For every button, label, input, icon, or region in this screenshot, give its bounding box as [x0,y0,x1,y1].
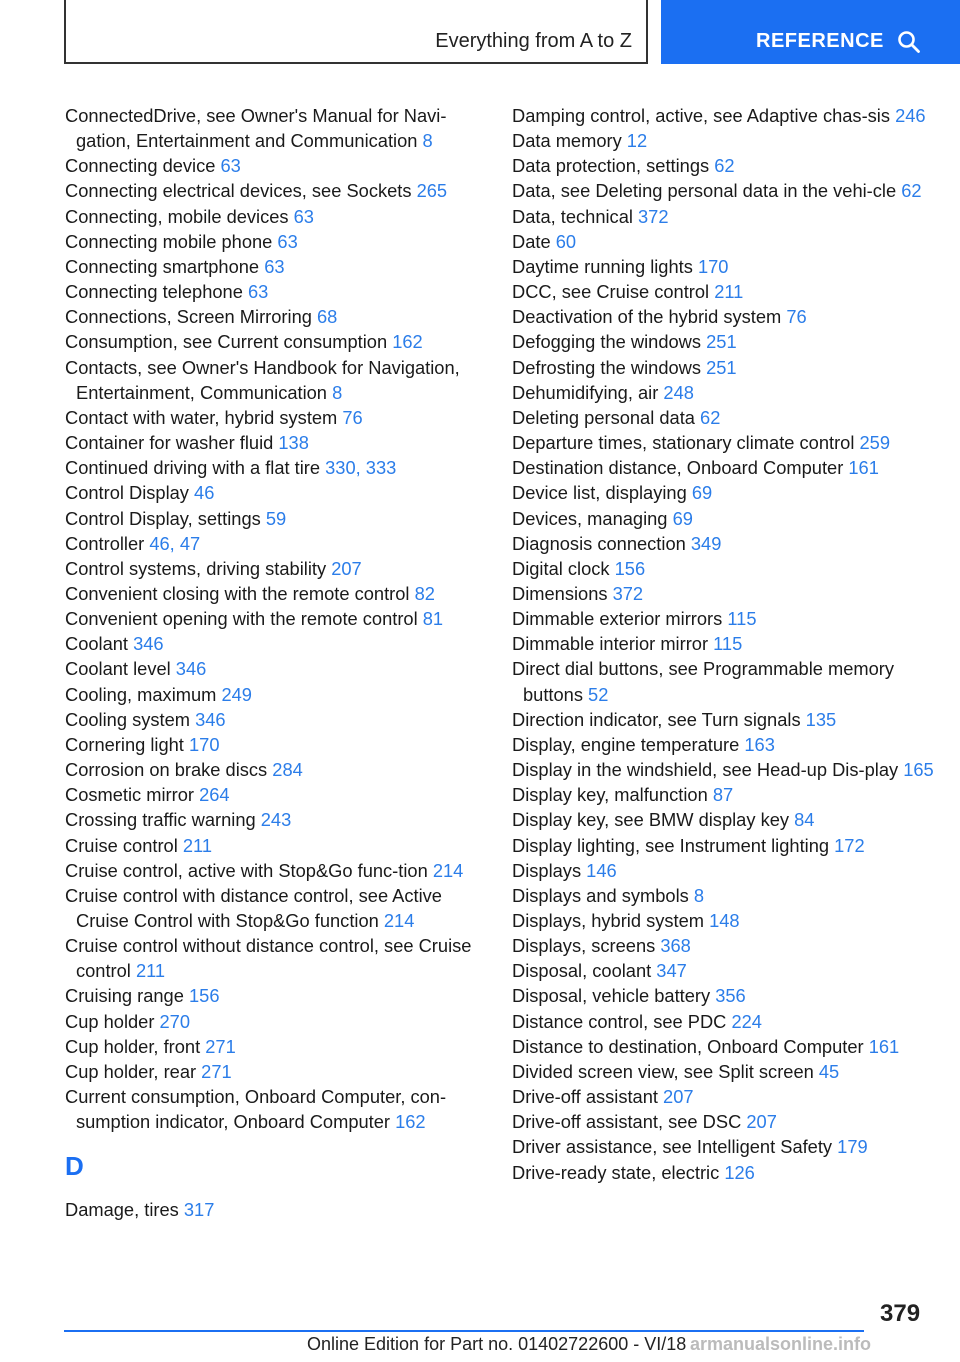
index-entry [65,606,495,631]
index-entry [512,355,942,380]
index-entry [512,1009,942,1034]
index-entry-page-link[interactable]: 8 [693,884,705,906]
index-entry [65,455,495,480]
section-letter: D [65,1151,84,1182]
index-entry [65,782,495,807]
index-entry-text: Control Display, settings [65,507,266,529]
index-entry [65,732,495,757]
index-entry [65,858,495,883]
index-entry-text: Disposal, vehicle battery [512,985,716,1007]
index-entry-page-link[interactable]: 271 [205,1035,236,1057]
index-entry-page-link[interactable]: 69 [672,507,693,529]
index-entry-page-link[interactable]: 45 [818,1060,840,1082]
index-entry-page-link[interactable]: 346 [175,658,207,680]
index-entry-page-link[interactable]: 69 [691,482,713,504]
index-entry-page-link[interactable]: 8 [422,130,433,152]
index-entry-page-link[interactable]: 62 [700,406,721,428]
index-entry [65,757,495,782]
index-entry-page-link[interactable]: 211 [182,834,213,856]
index-entry [512,1084,942,1109]
index-entry [512,933,942,958]
index-entry [512,807,942,832]
index-entry [65,983,495,1008]
index-entry [512,455,942,480]
index-entry-page-link[interactable]: 172 [834,834,865,856]
index-entry-page-link[interactable]: 68 [316,306,338,328]
index-entry [512,883,942,908]
index-entry-text: Cruise control, active with Stop&Go func-tion [65,859,433,881]
index-entry [65,807,495,832]
index-entry-text: Disposal, coolant [512,960,657,982]
index-entry [65,833,495,858]
index-entry-text: Cruise control without distance control, see Cruise control [65,935,472,982]
index-entry-text: Cup holder [65,1010,160,1032]
index-entry [512,1059,942,1084]
index-entry-text: Displays, hybrid system [512,910,710,931]
index-entry-page-link[interactable]: 270 [159,1010,191,1032]
index-entry-page-link[interactable]: 63 [220,155,241,177]
index-entry-text: Convenient closing with the remote control [65,582,415,604]
index-entry-text: Connections, Screen Mirroring [65,306,317,328]
index-entry [512,103,942,128]
index-list-left [65,103,495,1134]
index-entry-page-link[interactable]: 115 [727,608,757,630]
index-entry-page-link[interactable]: 156 [614,557,646,579]
index-entry [512,958,942,983]
index-entry [512,1134,942,1159]
index-entry-page-link[interactable]: 246 [895,105,926,126]
header-title-box [64,0,648,64]
index-entry-page-link[interactable]: 62 [714,155,735,177]
index-entry [512,430,942,455]
index-entry-text: ConnectedDrive, see Owner's Manual for Navi-gation, Entertainment and Communication [65,105,447,152]
index-entry [512,707,942,732]
index-entry-text: Cooling system [65,708,196,730]
index-entry-text: Dimmable interior mirror [512,633,714,655]
index-entry-text: Data, technical [512,205,639,227]
index-entry-text: Damping control, active, see Adaptive chas-sis [512,105,896,126]
index-entry-text: Continued driving with a flat tire [65,457,326,479]
index-entry-text: Controller [65,532,150,554]
index-entry-text: Cruise control with distance control, see Active Cruise Control with Stop&Go function [65,884,442,931]
index-entry-page-link[interactable]: 224 [731,1010,762,1032]
index-entry [65,531,495,556]
index-entry-text: Control systems, driving stability [65,557,332,579]
header-section-label: REFERENCE [756,30,884,52]
index-entry [65,631,495,656]
index-entry-page-link[interactable]: 346 [133,633,164,655]
index-entry [65,933,495,983]
index-entry-page-link[interactable]: 12 [626,130,648,152]
index-entry [65,581,495,606]
index-entry-text: Connecting mobile phone [65,230,278,252]
index-entry [512,279,942,304]
index-entry-text: Cosmetic mirror [65,784,200,806]
index-entry-page-link[interactable]: 81 [422,608,444,630]
index-entry-text: Coolant level [65,658,176,680]
index-entry [512,480,942,505]
index-entry-page-link[interactable]: 317 [183,1199,215,1221]
index-entry-page-link[interactable]: 211 [714,281,744,303]
index-entry-text: Device list, displaying [512,482,692,504]
index-entry [512,732,942,757]
index-entry [512,833,942,858]
index-entry-text: Devices, managing [512,507,673,529]
index-entry-page-link[interactable]: 372 [638,205,669,227]
index-entry-page-link[interactable]: 251 [706,331,737,353]
index-entry-text: Display key, malfunction [512,784,713,806]
index-entry-text: Display lighting, see Instrument lighting [512,834,835,856]
index-entry-page-link[interactable]: 138 [278,432,309,454]
index-entry-text: Convenient opening with the remote control [65,608,423,630]
index-entry [65,1059,495,1084]
index-entry-page-link[interactable]: 243 [260,809,292,831]
index-entry [65,556,495,581]
index-entry [512,128,942,153]
index-entry-page-link[interactable]: 76 [342,406,363,428]
index-entry [512,983,942,1008]
index-entry-text: Corrosion on brake discs [65,759,273,781]
index-entry-text: Dehumidifying, air [512,381,664,403]
footer-divider [64,1330,864,1332]
page-number: 379 [880,1300,921,1327]
index-entry-page-link[interactable]: 163 [744,733,775,755]
index-entry-text: Connecting, mobile devices [65,205,294,227]
index-entry-text: Displays [512,859,587,881]
index-entry [512,531,942,556]
index-entry-page-link[interactable]: 207 [746,1111,777,1133]
index-entry-page-link[interactable]: 52 [588,683,609,705]
index-entry [65,1084,495,1134]
index-entry-page-link[interactable]: 170 [188,733,220,755]
index-entry [512,908,942,933]
index-entry [512,782,942,807]
index-entry-page-link[interactable]: 372 [612,582,644,604]
index-entry-page-link[interactable]: 179 [837,1136,868,1158]
index-entry-page-link[interactable]: 251 [706,356,737,378]
index-entry-text: Connecting telephone [65,281,248,303]
index-entry [65,682,495,707]
index-entry-text: Dimensions [512,582,613,604]
index-entry-page-link[interactable]: 82 [414,582,435,604]
index-entry-page-link[interactable]: 330, 333 [325,457,397,479]
index-entry [512,304,942,329]
index-entry-text: Display, engine temperature [512,733,745,755]
index-entry-text: Digital clock [512,557,615,579]
index-entry-page-link[interactable]: 59 [265,507,287,529]
index-entry-text: Diagnosis connection [512,532,691,554]
index-entry-page-link[interactable]: 346 [195,708,226,730]
index-entry-page-link[interactable]: 271 [201,1060,232,1082]
index-entry-page-link[interactable]: 161 [868,1035,900,1057]
index-entry-page-link[interactable]: 170 [697,255,729,277]
index-entry-page-link[interactable]: 62 [901,180,922,202]
header-title: Everything from A to Z [435,30,632,52]
index-entry-page-link[interactable]: 63 [264,255,285,277]
index-entry-text: Daytime running lights [512,255,698,277]
index-entry-text: Displays and symbols [512,884,694,906]
index-entry-page-link[interactable]: 63 [247,281,269,303]
index-entry-text: Drive-ready state, electric [512,1161,725,1183]
index-entry-page-link[interactable]: 249 [221,683,252,705]
index-entry-text: Date [512,230,556,252]
index-entry-page-link[interactable]: 349 [690,532,722,554]
index-entry-page-link[interactable]: 84 [794,809,815,831]
index-entry-text: Data memory [512,130,627,152]
index-entry-page-link[interactable]: 214 [383,910,415,931]
index-entry [65,707,495,732]
index-entry [512,229,942,254]
index-entry [512,1034,942,1059]
index-entry-page-link[interactable]: 207 [663,1086,694,1108]
header-section-tab[interactable] [661,0,960,64]
index-entry-page-link[interactable]: 46, 47 [149,532,201,554]
index-entry-page-link[interactable]: 162 [392,331,423,353]
index-entry-page-link[interactable]: 356 [715,985,746,1007]
index-entry [65,506,495,531]
search-icon[interactable] [897,30,921,59]
index-entry-page-link[interactable]: 148 [709,910,740,931]
footer-watermark: armanualsonline.info [690,1334,872,1354]
index-entry-text: Data protection, settings [512,155,715,177]
index-entry-page-link[interactable]: 259 [859,432,890,454]
index-entry [65,204,495,229]
index-entry-text: Cup holder, front [65,1035,206,1057]
index-entry [512,656,942,706]
index-entry-text: Dimmable exterior mirrors [512,608,728,630]
index-entry-text: Coolant [65,633,134,655]
index-entry-page-link[interactable]: 46 [194,482,215,504]
index-entry-text: Drive-off assistant, see DSC [512,1111,747,1133]
index-entry-text: Consumption, see Current consumption [65,331,393,353]
index-entry-text: Distance control, see PDC [512,1010,732,1032]
index-entry [512,405,942,430]
index-entry-text: Cornering light [65,733,189,755]
index-entry [65,430,495,455]
index-entry-page-link[interactable]: 135 [805,708,837,730]
index-list-right [512,103,942,1185]
index-entry [512,757,942,782]
index-entry [512,1160,942,1185]
index-entry-text: Contacts, see Owner's Handbook for Navigation, Entertainment, Communication [65,356,460,403]
index-entry-text: Direct dial buttons, see Programmable memory buttons [512,658,895,705]
index-entry-text: DCC, see Cruise control [512,281,715,303]
index-entry-page-link[interactable]: 207 [331,557,362,579]
index-entry-text: Connecting smartphone [65,255,265,277]
index-entry [512,380,942,405]
index-entry [65,103,495,153]
index-entry [512,858,942,883]
index-entry [512,506,942,531]
index-entry-text: Departure times, stationary climate control [512,432,860,454]
index-entry-page-link[interactable]: 368 [660,935,691,957]
index-entry [65,480,495,505]
index-entry-page-link[interactable]: 76 [786,306,807,328]
index-entry-page-link[interactable]: 63 [277,230,298,252]
index-entry [65,405,495,430]
index-entry-text: Display key, see BMW display key [512,809,795,831]
index-entry-page-link[interactable]: 126 [724,1161,755,1183]
index-entry-text: Destination distance, Onboard Computer [512,457,849,479]
index-entry [512,153,942,178]
index-entry-page-link[interactable]: 264 [199,784,230,806]
index-entry-text: Cooling, maximum [65,683,222,705]
index-entry [65,329,495,354]
index-entry-text: Deleting personal data [512,406,701,428]
index-entry-text: Cruising range [65,985,189,1007]
index-entry-text: Divided screen view, see Split screen [512,1060,819,1082]
index-entry-page-link[interactable]: 265 [416,180,448,202]
index-entry-text: Deactivation of the hybrid system [512,306,787,328]
index-entry-page-link[interactable]: 115 [713,633,743,655]
index-entry [65,1009,495,1034]
index-entry [512,204,942,229]
index-entry [512,178,942,203]
index-entry-text: Driver assistance, see Intelligent Safety [512,1136,838,1158]
index-entry [65,1197,495,1222]
index-entry [65,178,495,203]
index-entry [65,355,495,405]
index-entry-text: Display in the windshield, see Head-up Dis-play [512,759,904,781]
index-entry [512,581,942,606]
index-entry-page-link[interactable]: 248 [663,381,694,403]
index-column-right [512,103,942,1185]
index-entry [512,556,942,581]
index-entry [65,229,495,254]
index-entry-page-link[interactable]: 8 [332,381,343,403]
index-entry-page-link[interactable]: 162 [395,1111,426,1133]
index-entry-text: Control Display [65,482,195,504]
index-entry-text: Current consumption, Onboard Computer, con-sumption indicator, Onboard Computer [65,1086,447,1133]
index-entry [65,153,495,178]
index-entry [512,1109,942,1134]
index-entry-text: Defrosting the windows [512,356,707,378]
index-entry-page-link[interactable]: 146 [586,859,617,881]
index-entry-text: Defogging the windows [512,331,707,353]
index-entry-text: Connecting electrical devices, see Sockets [65,180,417,202]
index-entry [512,606,942,631]
footer-edition: Online Edition for Part no. 01402722600 - VI/18 [307,1334,687,1354]
index-entry-text: Container for washer fluid [65,432,279,454]
index-entry-text: Data, see Deleting personal data in the vehi-cle [512,180,902,202]
index-entry-text: Damage, tires [65,1199,184,1221]
index-entry-page-link[interactable]: 87 [712,784,734,806]
index-entry-page-link[interactable]: 347 [656,960,687,982]
index-entry [512,631,942,656]
index-entry [512,329,942,354]
index-entry-text: Displays, screens [512,935,661,957]
index-entry-text: Drive-off assistant [512,1086,664,1108]
index-entry-text: Direction indicator, see Turn signals [512,708,806,730]
index-entry-text: Crossing traffic warning [65,809,261,831]
index-entry [65,254,495,279]
index-entry-page-link[interactable]: 161 [848,457,879,479]
index-entry-text: Connecting device [65,155,221,177]
index-entry-page-link[interactable]: 156 [188,985,220,1007]
index-entry [65,883,495,933]
index-entry [65,304,495,329]
index-entry-text: Cruise control [65,834,183,856]
index-entry [65,279,495,304]
index-entry [512,254,942,279]
index-column-left [65,103,495,1223]
index-entry-page-link[interactable]: 214 [432,859,464,881]
index-entry-page-link[interactable]: 284 [272,759,303,781]
index-list-left-d [65,1197,495,1222]
index-entry-text: Distance to destination, Onboard Computer [512,1035,869,1057]
index-entry-text: Cup holder, rear [65,1060,202,1082]
index-entry [65,1034,495,1059]
index-entry [65,656,495,681]
index-entry-text: Contact with water, hybrid system [65,406,343,428]
index-entry-page-link[interactable]: 63 [293,205,314,227]
index-entry-page-link[interactable]: 165 [903,759,934,781]
index-entry-page-link[interactable]: 211 [135,960,166,982]
index-entry-page-link[interactable]: 60 [555,230,577,252]
